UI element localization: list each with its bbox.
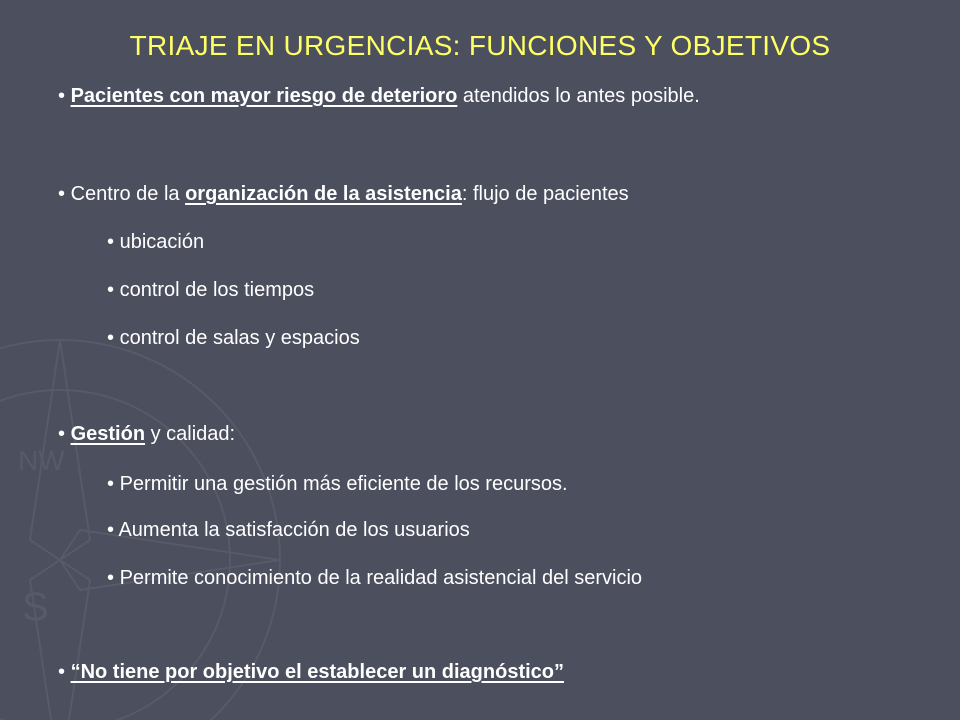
item-text: Centro de la — [70, 183, 186, 205]
sub-item-efficiency — [107, 472, 568, 496]
svg-text:S: S — [22, 585, 49, 629]
sub-item-time-control — [107, 278, 314, 302]
bullet-glyph: • — [107, 327, 115, 349]
sub-item-rooms-control — [107, 326, 360, 350]
emphasis-text: Gestión — [70, 423, 146, 445]
emphasis-text: organización de la asistencia — [185, 183, 462, 205]
bullet-item-no-diagnosis — [58, 660, 564, 684]
bullet-item-management — [58, 422, 235, 446]
emphasis-text: “No tiene por objetivo el establecer un diagnóstico” — [70, 661, 564, 683]
bullet-glyph: • — [107, 231, 115, 253]
item-text: Permite conocimiento de la realidad asistencial del servicio — [119, 567, 643, 589]
item-text: : flujo de pacientes — [461, 183, 629, 205]
bullet-glyph: • — [107, 567, 115, 589]
item-text: control de los tiempos — [119, 279, 315, 301]
item-text: Aumenta la satisfacción de los usuarios — [118, 519, 470, 541]
bullet-glyph: • — [107, 519, 115, 541]
item-text: atendidos lo antes posible. — [457, 85, 700, 107]
bullet-glyph: • — [58, 661, 66, 683]
item-text: ubicación — [119, 231, 205, 253]
bullet-glyph: • — [58, 423, 66, 445]
item-text: Permitir una gestión más eficiente de los recursos. — [119, 473, 568, 495]
emphasis-text: Pacientes con mayor riesgo de deterioro — [70, 85, 458, 107]
bullet-item-organization — [58, 182, 629, 206]
sub-item-knowledge — [107, 566, 642, 590]
sub-item-satisfaction — [107, 518, 470, 542]
bullet-glyph: • — [58, 183, 66, 205]
sub-item-location — [107, 230, 204, 254]
bullet-glyph: • — [107, 279, 115, 301]
bullet-glyph: • — [58, 85, 66, 107]
bullet-item-priority — [58, 84, 700, 108]
item-text: control de salas y espacios — [119, 327, 360, 349]
slide-title: TRIAJE EN URGENCIAS: FUNCIONES Y OBJETIVOS — [129, 30, 831, 61]
svg-text:NW: NW — [18, 445, 65, 476]
bullet-glyph: • — [107, 473, 115, 495]
item-text: y calidad: — [145, 423, 236, 445]
